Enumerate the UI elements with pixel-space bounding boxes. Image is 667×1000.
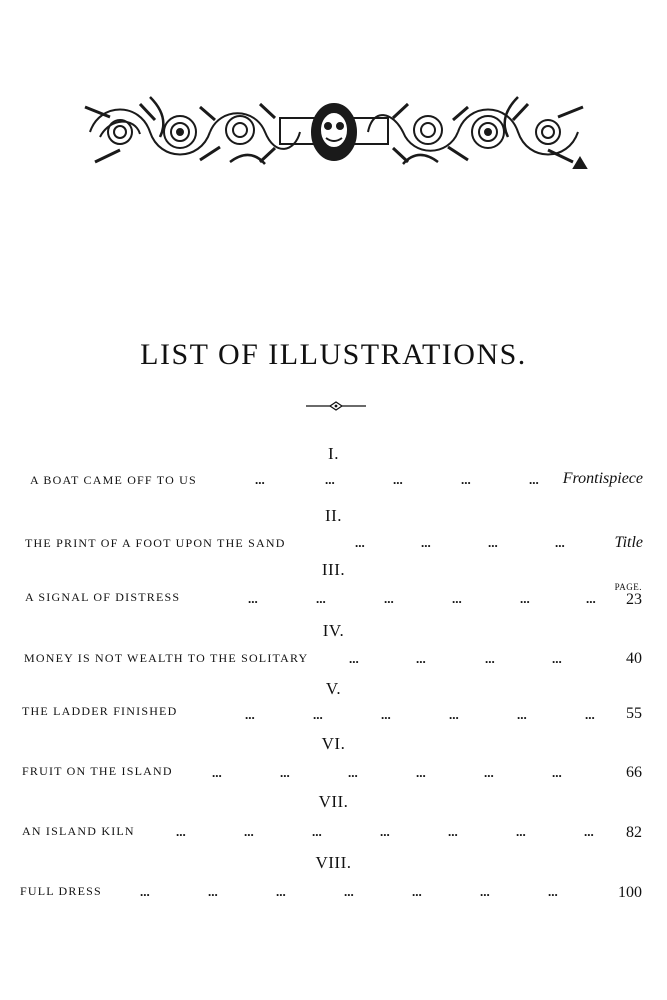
dot-leader: ... bbox=[452, 591, 462, 606]
page-reference: 82 bbox=[626, 824, 642, 841]
dot-leader: ... bbox=[245, 707, 255, 722]
page-reference: 100 bbox=[618, 884, 642, 901]
section-numeral: V. bbox=[325, 679, 342, 698]
dot-leader: ... bbox=[355, 535, 365, 550]
dot-leader: ... bbox=[586, 591, 596, 606]
dot-leader: ... bbox=[552, 765, 562, 780]
dot-leader: ... bbox=[176, 824, 186, 839]
entry-title: A SIGNAL OF DISTRESS bbox=[25, 590, 181, 604]
entry-title: THE PRINT OF A FOOT UPON THE SAND bbox=[25, 536, 286, 550]
dot-leader: ... bbox=[461, 472, 471, 487]
dot-leader: ... bbox=[248, 591, 258, 606]
dot-leader: ... bbox=[555, 535, 565, 550]
section-numeral: III. bbox=[321, 560, 346, 579]
dot-leader: ... bbox=[484, 765, 494, 780]
dot-leader: ... bbox=[212, 765, 222, 780]
dot-leader: ... bbox=[421, 535, 431, 550]
dot-leader: ... bbox=[344, 884, 354, 899]
dot-leader: ... bbox=[280, 765, 290, 780]
dot-leader: ... bbox=[276, 884, 286, 899]
entry-title: THE LADDER FINISHED bbox=[22, 704, 178, 718]
dot-leader: ... bbox=[448, 824, 458, 839]
section-numeral: VIII. bbox=[315, 853, 352, 872]
page-reference: 66 bbox=[626, 764, 642, 781]
dot-leader: ... bbox=[585, 707, 595, 722]
dot-leader: ... bbox=[552, 651, 562, 666]
dot-leader: ... bbox=[416, 651, 426, 666]
dot-leader: ... bbox=[313, 707, 323, 722]
entry-title: FRUIT ON THE ISLAND bbox=[22, 764, 173, 778]
page-column-header: PAGE. bbox=[614, 582, 642, 592]
entry-title: FULL DRESS bbox=[20, 884, 102, 898]
dot-leader: ... bbox=[348, 765, 358, 780]
dot-leader: ... bbox=[485, 651, 495, 666]
entry-title: AN ISLAND KILN bbox=[22, 824, 135, 838]
page-reference: Title bbox=[614, 534, 643, 551]
dot-leader: ... bbox=[244, 824, 254, 839]
dot-leader: ... bbox=[312, 824, 322, 839]
dot-leader: ... bbox=[520, 591, 530, 606]
ornamental-rule-icon bbox=[306, 400, 366, 412]
page-reference: 55 bbox=[626, 705, 642, 722]
dot-leader: ... bbox=[380, 824, 390, 839]
dot-leader: ... bbox=[548, 884, 558, 899]
section-numeral: IV. bbox=[322, 621, 345, 640]
section-numeral: VII. bbox=[318, 792, 349, 811]
dot-leader: ... bbox=[529, 472, 539, 487]
dot-leader: ... bbox=[488, 535, 498, 550]
dot-leader: ... bbox=[349, 651, 359, 666]
dot-leader: ... bbox=[393, 472, 403, 487]
page-title: LIST OF ILLUSTRATIONS. bbox=[140, 338, 527, 371]
dot-leader: ... bbox=[416, 765, 426, 780]
dot-leader: ... bbox=[208, 884, 218, 899]
entry-title: MONEY IS NOT WEALTH TO THE SOLITARY bbox=[24, 651, 309, 665]
dot-leader: ... bbox=[381, 707, 391, 722]
dot-leader: ... bbox=[516, 824, 526, 839]
dot-leader: ... bbox=[140, 884, 150, 899]
dot-leader: ... bbox=[449, 707, 459, 722]
entry-title: A BOAT CAME OFF TO US bbox=[30, 473, 197, 487]
dot-leader: ... bbox=[255, 472, 265, 487]
section-numeral: I. bbox=[328, 444, 339, 463]
section-numeral: VI. bbox=[321, 734, 346, 753]
decorative-headpiece-icon bbox=[80, 92, 588, 176]
page-reference: Frontispiece bbox=[562, 470, 643, 487]
dot-leader: ... bbox=[384, 591, 394, 606]
dot-leader: ... bbox=[316, 591, 326, 606]
dot-leader: ... bbox=[412, 884, 422, 899]
page-reference: 23 bbox=[626, 591, 642, 608]
dot-leader: ... bbox=[325, 472, 335, 487]
page-reference: 40 bbox=[626, 650, 642, 667]
dot-leader: ... bbox=[480, 884, 490, 899]
dot-leader: ... bbox=[584, 824, 594, 839]
dot-leader: ... bbox=[517, 707, 527, 722]
section-numeral: II. bbox=[324, 506, 343, 525]
